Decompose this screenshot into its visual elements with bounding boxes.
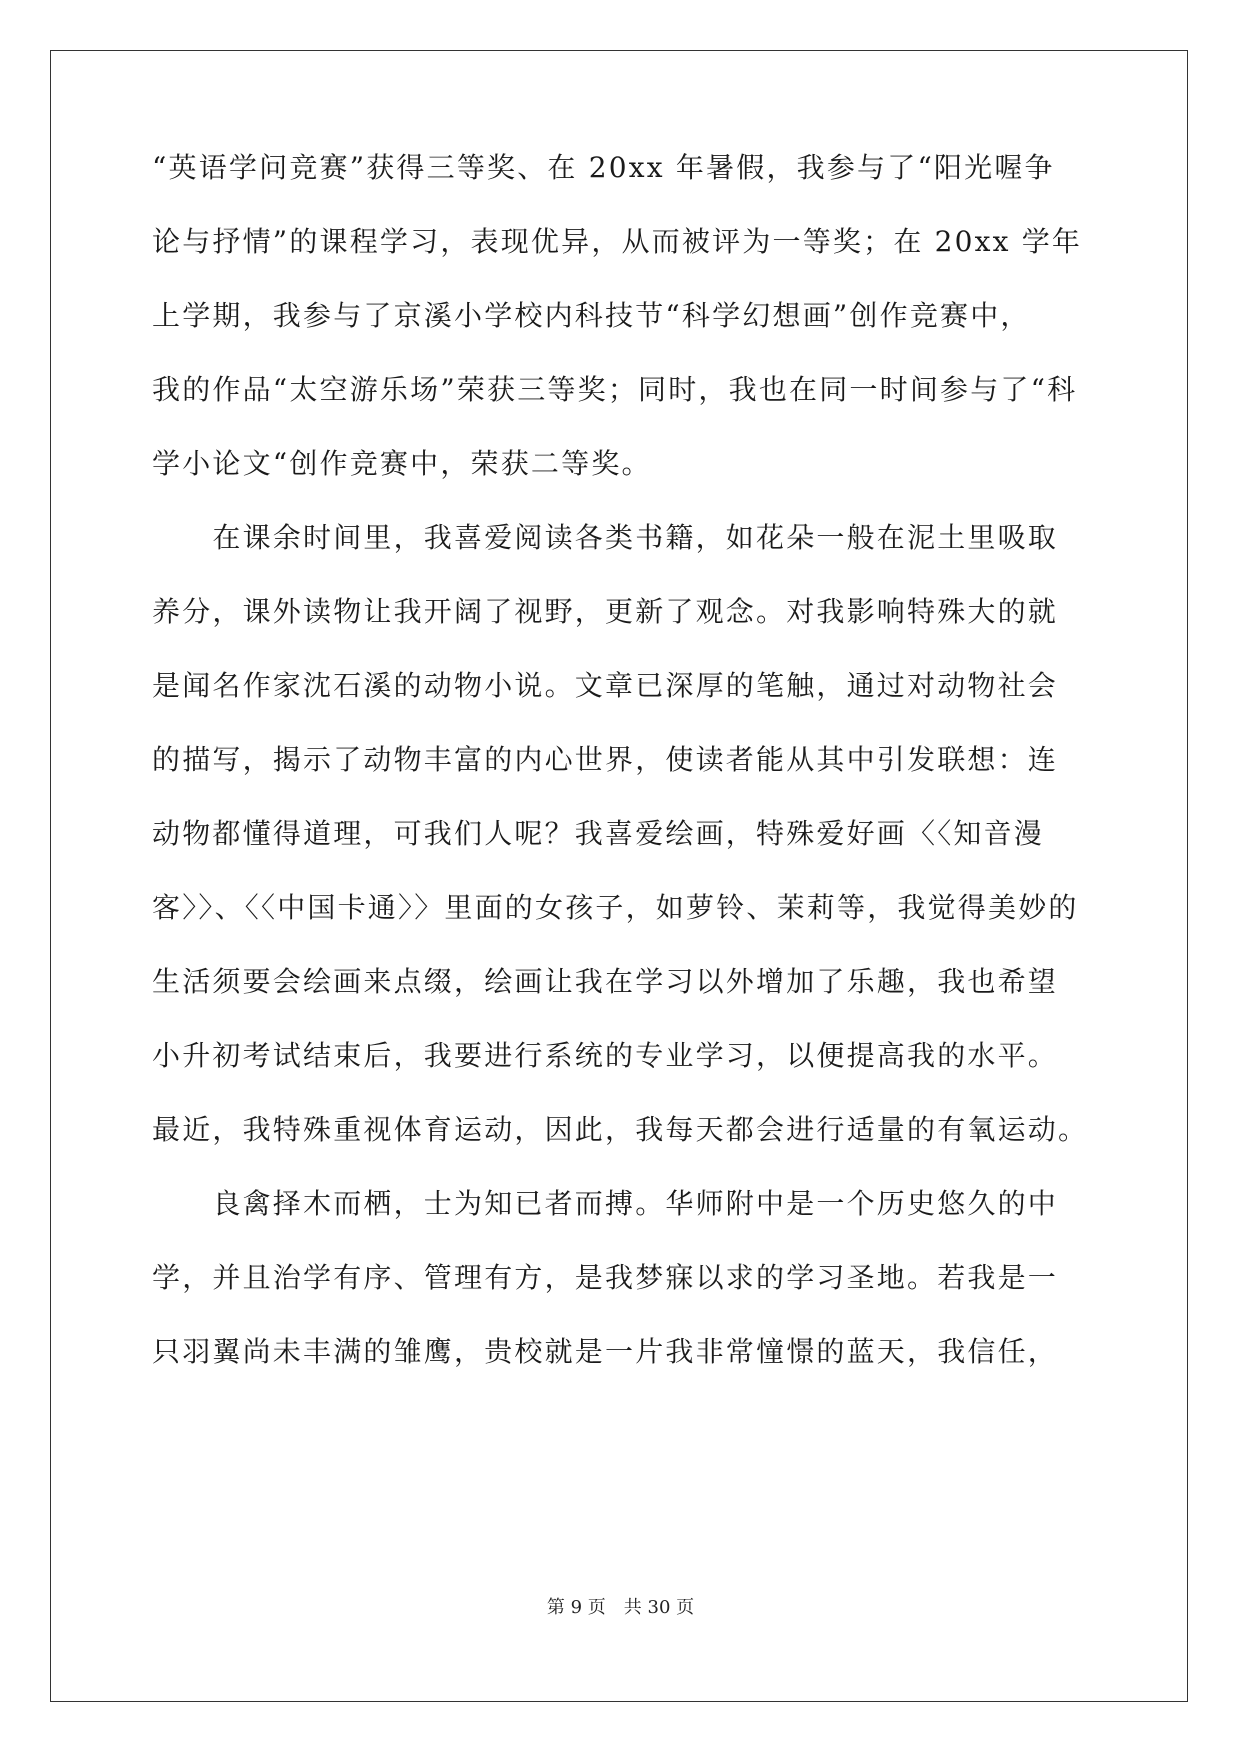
text-line: 在课余时间里，我喜爱阅读各类书籍，如花朵一般在泥土里吸取 [152,521,1059,554]
text-line: 生活须要会绘画来点缀，绘画让我在学习以外增加了乐趣，我也希望 [152,965,1059,998]
page-number-current: 第 9 页 [546,1597,606,1618]
page-footer [0,1596,1241,1620]
text-line: 是闻名作家沈石溪的动物小说。文章已深厚的笔触，通过对动物社会 [152,669,1059,702]
text-line: 最近，我特殊重视体育运动，因此，我每天都会进行适量的有氧运动。 [152,1113,1089,1146]
text-line: 我的作品“太空游乐场”荣获三等奖；同时，我也在同一时间参与了“科 [152,373,1078,406]
text-line: 动物都懂得道理，可我们人呢？我喜爱绘画，特殊爱好画〈〈知音漫 [152,817,1045,850]
text-line: 的描写，揭示了动物丰富的内心世界，使读者能从其中引发联想：连 [152,743,1059,776]
text-line: 学小论文“创作竞赛中，荣获二等奖。 [152,447,652,480]
text-line: 上学期，我参与了京溪小学校内科技节“科学幻想画”创作竞赛中， [152,299,1031,332]
text-line: 论与抒情”的课程学习，表现优异，从而被评为一等奖；在 20xx 学年 [152,225,1083,258]
text-line: 只羽翼尚未丰满的雏鹰，贵校就是一片我非常憧憬的蓝天，我信任， [152,1335,1059,1368]
text-line: “英语学问竞赛”获得三等奖、在 20xx 年暑假，我参与了“阳光喔争 [152,151,1055,184]
text-line: 良禽择木而栖，士为知已者而搏。华师附中是一个历史悠久的中 [152,1187,1059,1220]
page-number-total: 共 30 页 [623,1597,695,1618]
text-line: 小升初考试结束后，我要进行系统的专业学习，以便提高我的水平。 [152,1039,1059,1072]
text-line: 养分，课外读物让我开阔了视野，更新了观念。对我影响特殊大的就 [152,595,1059,628]
text-line: 学，并且治学有序、管理有方，是我梦寐以求的学习圣地。若我是一 [152,1261,1059,1294]
text-line: 客〉〉、〈〈中国卡通〉〉里面的女孩子，如萝铃、茉莉等，我觉得美妙的 [152,891,1079,924]
